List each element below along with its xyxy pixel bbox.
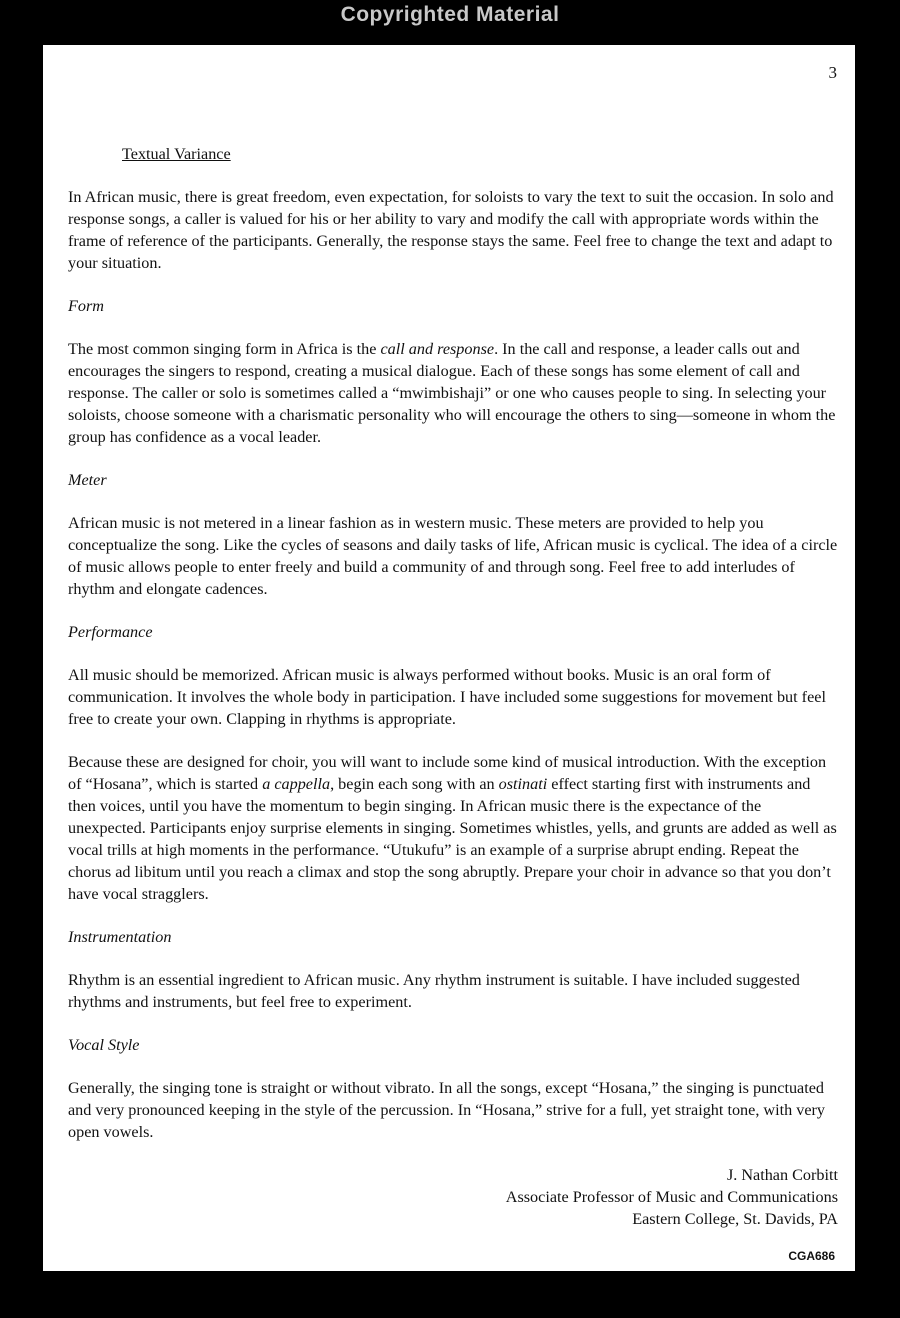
performance-text-em1: a cappella (262, 775, 331, 793)
performance-text-c: effect starting first with instruments and then voices, until you have the momentum to begin singing. In African music there is the expectance of the unexpected. Participants enjoy surprise elements in singing. Sometimes whistles, yells, and grunts are added as well as vocal trills at high moments in the performance. “Utukufu” is an example of a surprise abrupt ending. Repeat the chorus ad libitum until you reach a climax and stop the song abruptly. Prepare your choir in advance so that you don’t have vocal stragglers. (68, 775, 837, 903)
page-number: 3 (828, 63, 837, 82)
copyright-banner: Copyrighted Material (340, 3, 560, 26)
paragraph-textual-variance: In African music, there is great freedom, even expectation, for soloists to vary the text to suit the occasion. In solo and response songs, a caller is valued for his or her ability to vary and modify the call with appropriate words within the frame of reference of the participants. Generally, the response stays the same. Feel free to change the text and adapt to your situation. (68, 188, 834, 272)
heading-instrumentation: Instrumentation (68, 928, 172, 946)
heading-performance: Performance (68, 623, 153, 641)
form-text-a: The most common singing form in Africa is the (68, 340, 381, 358)
heading-meter: Meter (68, 471, 107, 489)
page-content (68, 143, 838, 1230)
catalog-code: CGA686 (788, 1249, 835, 1263)
performance-text-em2: ostinati (498, 775, 548, 793)
paragraph-vocal-style: Generally, the singing tone is straight or without vibrato. In all the songs, except “Hosana,” the singing is punctuated and very pronounced keeping in the style of the percussion. In “Hosana,” strive for a full, yet straight tone, with very open vowels. (68, 1079, 825, 1141)
paragraph-form (68, 338, 838, 448)
heading-textual-variance: Textual Variance (122, 145, 231, 163)
heading-form: Form (68, 297, 104, 315)
signature-block (68, 1164, 838, 1230)
paragraph-meter: African music is not metered in a linear fashion as in western music. These meters are provided to help you conceptualize the song. Like the cycles of seasons and daily tasks of life, African music is cyclical. The idea of a circle of music allows people to enter freely and build a community of and through song. Feel free to add interludes of rhythm and elongate cadences. (68, 514, 838, 598)
performance-text-a: Because these are designed for choir, you will want to include some kind of musical introduction. With the exception of “Hosana”, which is started (68, 753, 827, 793)
performance-text-b: , begin each song with an (330, 775, 499, 793)
form-text-em: call and response (380, 340, 495, 358)
paragraph-performance-1: All music should be memorized. African music is always performed without books. Music is an oral form of communication. It involves the whole body in participation. I have included some suggestions for movement but feel free to create your own. Clapping in rhythms is appropriate. (68, 666, 826, 728)
document-page (43, 45, 855, 1271)
signature-institution: Eastern College, St. Davids, PA (632, 1210, 838, 1228)
paragraph-performance-2 (68, 751, 838, 905)
form-text-b: . In the call and response, a leader calls out and encourages the singers to respond, creating a musical dialogue. Each of these songs has some element of call and response. The caller or solo is sometimes called a “mwimbishaji” or one who causes people to sing. In selecting your soloists, choose someone with a charismatic personality who will encourage the others to sing—someone in whom the group has confidence as a vocal leader. (68, 340, 836, 446)
signature-title: Associate Professor of Music and Communications (505, 1188, 838, 1206)
paragraph-instrumentation: Rhythm is an essential ingredient to African music. Any rhythm instrument is suitable. I have included suggested rhythms and instruments, but feel free to experiment. (68, 971, 800, 1011)
signature-name: J. Nathan Corbitt (726, 1166, 838, 1184)
heading-vocal-style: Vocal Style (68, 1036, 140, 1054)
